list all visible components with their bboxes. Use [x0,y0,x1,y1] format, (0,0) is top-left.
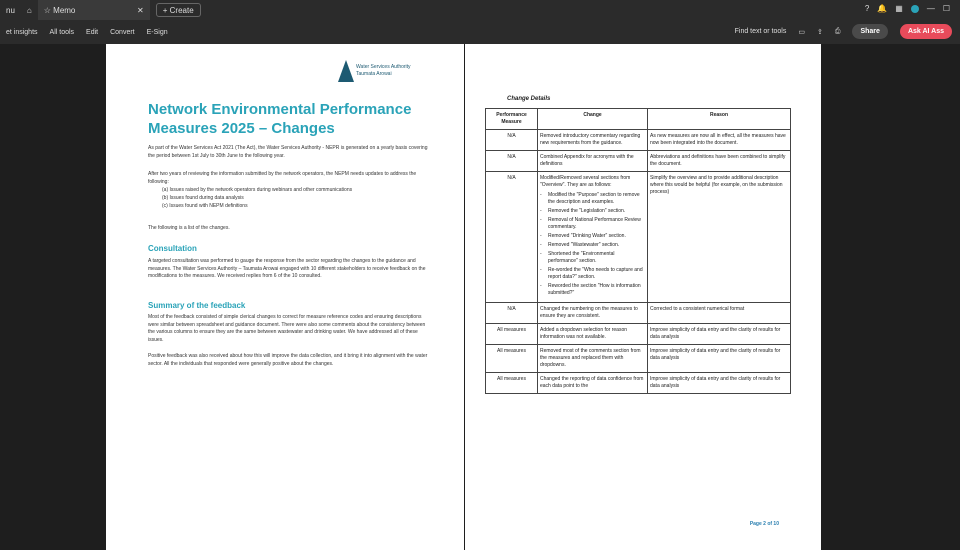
document-viewer[interactable] [0,44,960,550]
cell-reason: As new measures are now all in effect, all the measures have now been integrated into the document. [648,130,791,151]
table-row [486,303,791,324]
page-2 [465,44,821,550]
home-icon: ⌂ [26,5,32,15]
cell-measure: All measures [486,324,538,345]
removed-sections-list [540,192,645,297]
change-details-title: Change Details [507,96,551,102]
list-item: (a) Issues raised by the network operators during webinars and other communications [162,187,353,193]
cell-change-text: Modified/Removed several sections from "Overview". They are as follows: [540,175,631,188]
cell-change: Removed introductory commentary regarding new requirements from the guidance. [538,130,648,151]
cell-measure: N/A [486,130,538,151]
toolbar [0,20,960,44]
list-item: - Reworded the section "How is information submitted?" [540,283,645,297]
save-icon[interactable]: ▭ [798,28,805,36]
window-icons [865,4,950,13]
home-button[interactable] [21,0,38,20]
cell-measure: All measures [486,345,538,373]
table-row [486,324,791,345]
star-icon: ☆ Memo [43,5,76,15]
table-row [486,373,791,394]
table-row [486,345,791,373]
cell-change: Removed most of the comments section from the measures and replaced them with dropdowns. [538,345,648,373]
create-button[interactable] [156,3,201,17]
cell-measure: N/A [486,303,538,324]
consultation-heading: Consultation [148,244,197,253]
list-item: - Shortened the "Environmental performance" section. [540,251,645,265]
menu-label: nu [6,5,15,15]
upload-icon[interactable]: ⇪ [816,28,823,36]
cell-change: Added a dropdown selection for reason information was not available. [538,324,648,345]
cell-measure: N/A [486,151,538,172]
list-item: - Removed "Drinking Water" section. [540,233,645,240]
list-item: - Removed "Wastewater" section. [540,242,645,249]
list-item: - Removal of National Performance Review commentary. [540,217,645,231]
list-item: (c) Issues found with NEPM definitions [162,202,248,209]
cell-change [538,172,648,303]
minimize-icon[interactable]: — [926,4,935,13]
toolbar-convert[interactable]: Convert [110,28,135,36]
tab-bar [0,0,960,20]
cell-reason: Simplify the overview and to provide additional description where this would be helpful (for example, on the submission process) [648,172,791,303]
ask-ai-button[interactable]: Ask AI Ass [900,24,952,39]
toolbar-insights[interactable]: et insights [6,28,38,36]
maximize-icon[interactable]: ☐ [942,4,950,13]
list-item: (b) Issues found during data analysis [162,194,244,201]
page-number: Page 2 of 10 [749,521,779,527]
close-icon[interactable]: ✕ [137,5,144,15]
create-label: Create [169,5,194,15]
cell-change: Changed the numbering on the measures to ensure they are consistent. [538,303,648,324]
cell-reason: Improve simplicity of data entry and the clarity of results for data analysis [648,345,791,373]
cell-reason: Corrected to a consistent numerical format [648,303,791,324]
logo-text: Water Services Authority [356,64,411,70]
cell-measure: N/A [486,172,538,303]
summary-heading: Summary of the feedback [148,301,246,310]
share-button[interactable]: Share [852,24,887,39]
header-reason: Reason [648,109,791,130]
cell-reason: Improve simplicity of data entry and the clarity of results for data analysis [648,324,791,345]
logo-mark [338,60,354,82]
header-change: Change [538,109,648,130]
changes-table [485,108,791,394]
header-measure: Performance Measure [486,109,538,130]
cell-reason: Improve simplicity of data entry and the clarity of results for data analysis [648,373,791,394]
list-item: - Modified the "Purpose" section to remove the description and examples. [540,192,645,206]
table-row [486,172,791,303]
toolbar-all-tools[interactable]: All tools [49,28,75,36]
list-item: - Removed the "Legislation" section. [540,208,645,215]
memo-tab-label: Memo [53,5,76,15]
consultation-paragraph: A targeted consultation was performed to gauge the response from the sector regarding the changes to the guidance and measures. The Water Services Authority – Taumata Arowai engaged with 10 different stakeholders to receive feedback on the modifications to the measures. We received replies from 6 of the 10 consulted. [148,258,426,279]
help-icon[interactable]: ? [864,4,870,13]
logo [338,60,428,86]
page-title: Network Environmental Performance Measures 2025 – Changes [148,101,412,137]
bell-icon[interactable]: 🔔 [877,4,888,13]
toolbar-esign[interactable]: E-Sign [146,28,168,36]
cell-reason: Abbreviations and definitions have been combined to simplify the document. [648,151,791,172]
tab-memo[interactable] [38,0,150,20]
page-1 [106,44,464,550]
apps-icon[interactable]: ▦ [895,4,903,13]
list-item: - Re-worded the "Who needs to capture and report data?" section. [540,267,645,281]
cell-measure: All measures [486,373,538,394]
plus-icon: + [162,5,168,15]
avatar[interactable] [911,5,919,13]
table-row [486,151,791,172]
toolbar-edit[interactable]: Edit [86,28,99,36]
intro-paragraph: As part of the Water Services Act 2021 (The Act), the Water Services Authority - NEPR is generated on a yearly basis covering the period between 1st July to 30th June to the following year. [148,145,428,159]
logo-subtext: Taumata Arowai [356,71,392,77]
menu-tab[interactable] [0,0,21,20]
issues-list [162,187,352,210]
changes-intro: The following is a list of the changes. [148,225,230,231]
summary-paragraph-1: Most of the feedback consisted of simple clerical changes to correct for measure reference codes and ensuring descriptions were similar between spreadsheet and guidance document. There were also some comments about the consistency between the various columns to ensure they are the same between wastewater and drinking water. We have addressed all of these issues. [148,314,426,343]
table-row [486,130,791,151]
find-tools[interactable]: Find text or tools [734,28,787,35]
print-icon[interactable]: ⎙ [834,27,841,35]
summary-paragraph-2: Positive feedback was also received about how this will improve the data collection, and it bring it into alignment with the water sector. All the individuals that responded were generally positive about the changes. [148,353,428,367]
updates-paragraph: After two years of reviewing the information submitted by the network operators, the NEPM needs updates to address the following: [148,171,417,185]
table-header [486,109,791,130]
cell-change: Combined Appendix for acronyms with the definitions [538,151,648,172]
cell-change: Changed the reporting of data confidence from each data point to the [538,373,648,394]
